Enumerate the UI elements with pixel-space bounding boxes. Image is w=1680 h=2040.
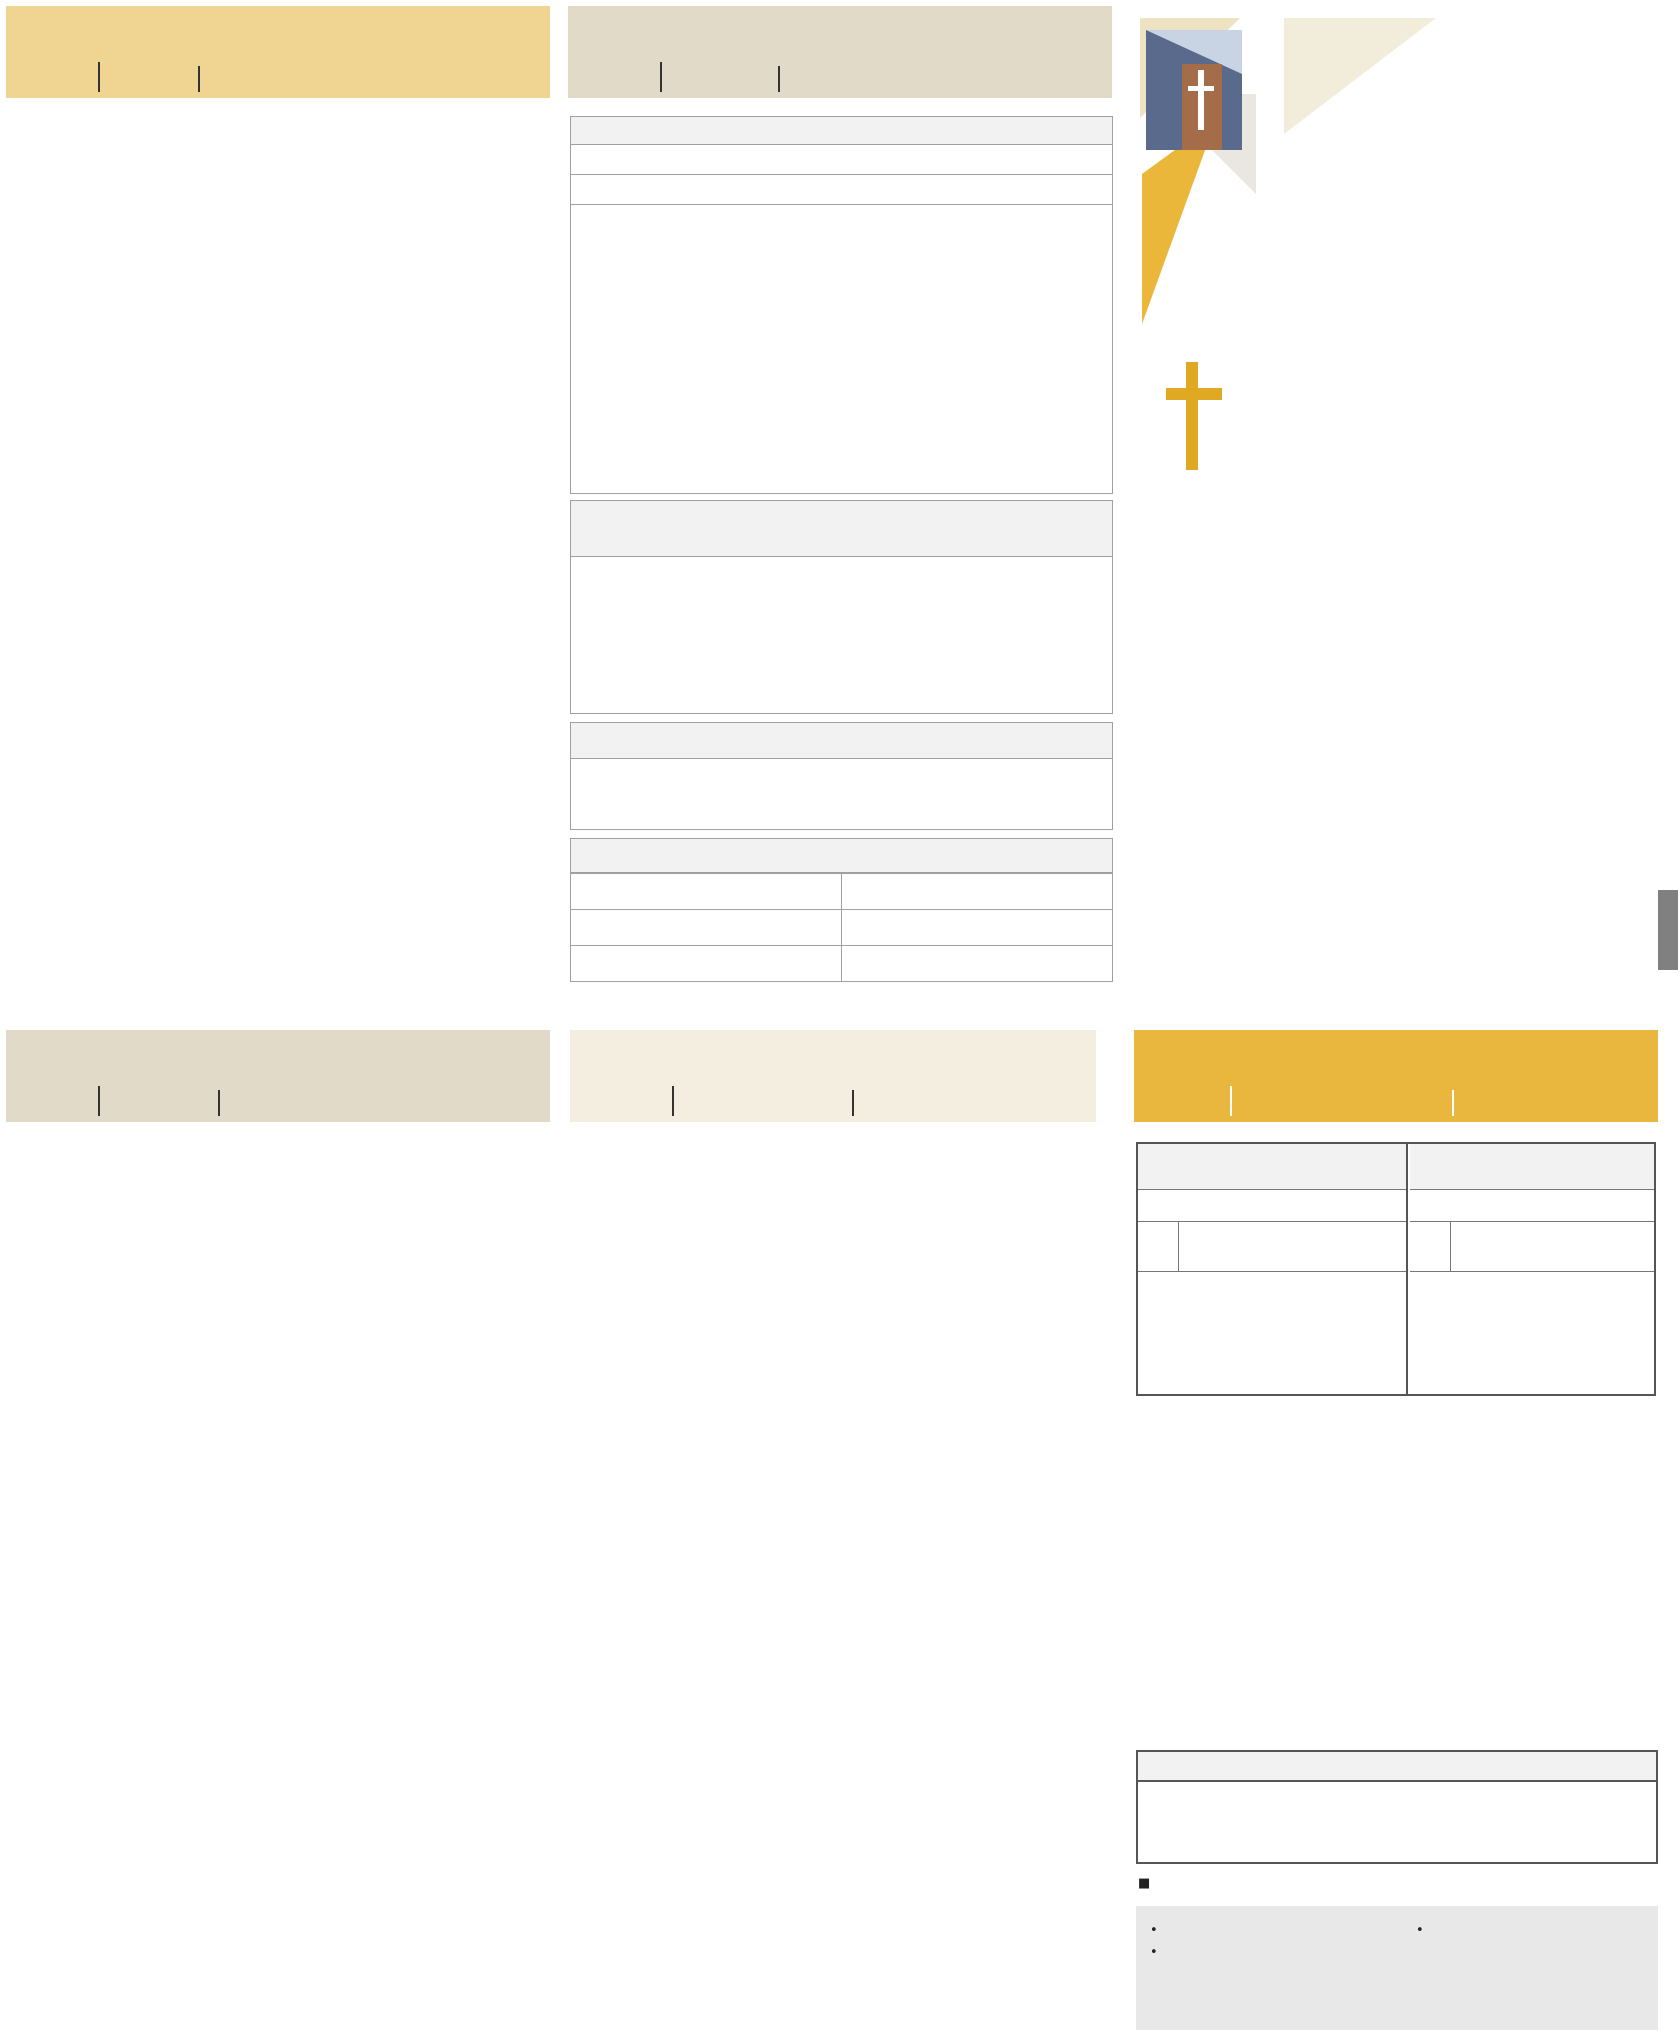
- bullet-icon: •: [1416, 1923, 1424, 1938]
- announcement-header: [6, 6, 550, 98]
- elders-row: [571, 175, 1112, 205]
- qt-title: [1138, 1752, 1656, 1782]
- welcome-title: [571, 839, 1112, 873]
- welcome-grid: [571, 873, 1112, 982]
- mission-title: [571, 501, 1112, 557]
- media-box: [570, 722, 1113, 830]
- church-logo: [1166, 362, 1276, 472]
- fri-mode: [1410, 1190, 1654, 1222]
- information-header: [568, 6, 1112, 98]
- square-bullet-icon: ■: [1138, 1876, 1151, 1891]
- bullet-icon: •: [1150, 1923, 1158, 1938]
- sermon-header: [570, 1030, 1096, 1122]
- media-list: [571, 759, 1112, 767]
- meeting-header: [1134, 1030, 1658, 1122]
- media-title: [571, 723, 1112, 759]
- worship-header: [6, 1030, 550, 1122]
- welcome-box: [570, 838, 1113, 982]
- qt-box: [1136, 1750, 1658, 1864]
- service-box: [1136, 1142, 1656, 1396]
- next-week-title: [1138, 1876, 1150, 1891]
- cover-bar: [1658, 890, 1678, 970]
- servers-table: [570, 116, 1113, 494]
- friday-service: [1410, 1144, 1654, 1394]
- cover-decoration: [1136, 14, 1466, 344]
- servers-next-box: [1136, 1906, 1658, 2030]
- mission-box: [570, 500, 1113, 714]
- retired-elders: [571, 205, 1112, 235]
- wed-mode: [1138, 1190, 1406, 1222]
- bullet-icon: •: [1150, 1945, 1158, 1960]
- wednesday-service: [1138, 1144, 1408, 1394]
- servers-title: [571, 117, 1112, 145]
- elder-title: [571, 145, 1112, 175]
